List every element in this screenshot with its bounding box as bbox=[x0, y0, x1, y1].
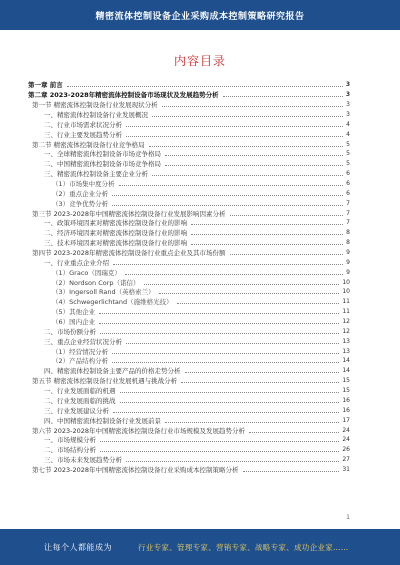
toc-leader-dots bbox=[165, 418, 339, 423]
toc-leader-dots bbox=[177, 299, 340, 304]
toc-entry[interactable] bbox=[28, 336, 350, 346]
toc-entry-page: 7 bbox=[346, 199, 350, 207]
toc-entry-text: 第二章 2023-2028年精密流体控制设备市场现状及发展趋势分析 bbox=[28, 91, 219, 100]
toc-entry-page: 12 bbox=[342, 327, 350, 335]
toc-entry-text: 第七节 2023-2028年中国精密流体控制设备行业采购成本控制策略分析 bbox=[28, 465, 241, 474]
toc-entry[interactable] bbox=[28, 228, 350, 238]
toc-leader-dots bbox=[120, 398, 340, 403]
toc-entry-page: 6 bbox=[346, 170, 350, 178]
toc-entry-page: 8 bbox=[346, 229, 350, 237]
toc-entry-text: 第四节 2023-2028年精密流体控制设备行业重点企业及其市场份额 bbox=[28, 248, 228, 257]
toc-entry-page: 3 bbox=[345, 91, 350, 99]
toc-entry-text: （3）竞争优势分析 bbox=[28, 199, 110, 208]
toc-entry-page: 5 bbox=[346, 160, 350, 168]
toc-entry-page: 13 bbox=[342, 347, 350, 355]
toc-leader-dots bbox=[112, 349, 339, 354]
toc-leader-dots bbox=[99, 319, 339, 324]
toc-entry-text: 一、行业重点企业介绍 bbox=[28, 258, 111, 267]
toc-entry[interactable] bbox=[28, 356, 350, 366]
toc-entry[interactable] bbox=[28, 110, 350, 120]
toc-entry[interactable] bbox=[28, 465, 350, 475]
toc-leader-dots bbox=[144, 280, 340, 285]
toc-entry[interactable] bbox=[28, 396, 350, 406]
toc-leader-dots bbox=[159, 289, 340, 294]
toc-entry-text: 四、中国精密流体控制设备行业发展前景 bbox=[28, 416, 163, 425]
toc-leader-dots bbox=[100, 447, 339, 452]
toc-entry-text: 第二节 精密流体控制设备行业竞争格局 bbox=[28, 140, 147, 149]
toc-entry-text: 一、政策环境因素对精密流体控制设备行业的影响 bbox=[28, 218, 189, 227]
toc-entry-text: 第三节 2023-2028年中国精密流体控制设备行业发展影响因素分析 bbox=[28, 209, 228, 218]
toc-entry-page: 6 bbox=[346, 180, 350, 188]
toc-leader-dots bbox=[223, 92, 343, 97]
toc-entry-text: （4）Schwegerlichtand（施维格光技） bbox=[28, 297, 175, 306]
toc-entry[interactable] bbox=[28, 188, 350, 198]
toc-entry-page: 3 bbox=[346, 101, 350, 109]
toc-entry-text: 一、市场规模分析 bbox=[28, 435, 98, 444]
toc-entry[interactable] bbox=[28, 80, 350, 90]
toc-entry-page: 4 bbox=[346, 130, 350, 138]
toc-entry-page: 8 bbox=[346, 239, 350, 247]
toc-entry-page: 27 bbox=[342, 456, 350, 464]
toc-entry-text: （3）Ingersoll Rand（英格索兰） bbox=[28, 287, 157, 296]
toc-entry-page: 16 bbox=[342, 406, 350, 414]
toc-entry[interactable] bbox=[28, 455, 350, 465]
toc-leader-dots bbox=[230, 211, 344, 216]
toc-entry-text: （1）市场集中度分析 bbox=[28, 179, 117, 188]
footer-roles: 行业专家、管理专家、营销专家、战略专家、成功企业家…… bbox=[138, 542, 349, 552]
toc-entry-text: 二、经济环境因素对精密流体控制设备行业的影响 bbox=[28, 228, 189, 237]
toc-entry[interactable] bbox=[28, 405, 350, 415]
toc-leader-dots bbox=[162, 102, 344, 107]
footer-slogan: 让每个人都能成为 bbox=[44, 542, 112, 552]
toc-leader-dots bbox=[100, 329, 339, 334]
toc-entry-text: （6）国内企业 bbox=[28, 317, 97, 326]
toc-entry-text: （1）经营情况分析 bbox=[28, 347, 110, 356]
toc-entry-text: （5）其他企业 bbox=[28, 307, 97, 316]
toc-list bbox=[28, 80, 350, 474]
toc-entry-text: （2）产品结构分析 bbox=[28, 356, 110, 365]
toc-entry-page: 5 bbox=[346, 140, 350, 148]
toc-leader-dots bbox=[149, 142, 344, 147]
toc-leader-dots bbox=[181, 378, 339, 383]
toc-entry-page: 15 bbox=[342, 387, 350, 395]
toc-heading: 内容目录 bbox=[173, 54, 226, 68]
toc-entry[interactable] bbox=[28, 267, 350, 277]
toc-entry-text: 第六节 2023-2028年中国精密流体控制设备行业市场规模及发展趋势分析 bbox=[28, 426, 247, 435]
toc-leader-dots bbox=[125, 270, 343, 275]
toc-entry-text: 二、市场结构分析 bbox=[28, 445, 98, 454]
report-title: 精密流体控制设备企业采购成本控制策略研究报告 bbox=[95, 11, 305, 22]
toc-entry[interactable] bbox=[28, 248, 350, 258]
toc-leader-dots bbox=[152, 171, 343, 176]
toc-entry-page: 3 bbox=[346, 111, 350, 118]
toc-entry-text: 三、行业发展建议分析 bbox=[28, 406, 111, 415]
toc-entry-text: 三、市场未来发展趋势分析 bbox=[28, 455, 124, 464]
toc-entry[interactable] bbox=[28, 139, 350, 149]
toc-entry-page: 16 bbox=[342, 396, 350, 404]
toc-entry-page: 17 bbox=[342, 416, 350, 424]
toc-leader-dots bbox=[191, 230, 343, 235]
toc-entry[interactable] bbox=[28, 119, 350, 129]
toc-entry[interactable] bbox=[28, 445, 350, 455]
toc-entry-page: 26 bbox=[342, 446, 350, 454]
toc-leader-dots bbox=[165, 151, 343, 156]
toc-entry[interactable] bbox=[28, 366, 350, 376]
toc-entry-page: 10 bbox=[342, 288, 350, 296]
toc-entry[interactable] bbox=[28, 435, 350, 445]
toc-entry-text: 二、市场份额分析 bbox=[28, 327, 98, 336]
toc-entry[interactable] bbox=[28, 307, 350, 317]
toc-leader-dots bbox=[112, 201, 343, 206]
toc-entry-text: 三、精密流体控制设备主要企业分析 bbox=[28, 169, 150, 178]
toc-entry-page: 14 bbox=[342, 367, 350, 375]
toc-entry[interactable] bbox=[28, 208, 350, 218]
toc-entry-text: （2）Nordson Corp（诺信） bbox=[28, 278, 142, 287]
toc-entry-text: 一、行业发展面临的机遇 bbox=[28, 386, 118, 395]
toc-entry-text: 二、中国精密流体控制设备市场竞争格局 bbox=[28, 159, 163, 168]
report-header-bar bbox=[0, 0, 400, 30]
toc-entry[interactable] bbox=[28, 238, 350, 248]
toc-leader-dots bbox=[230, 250, 344, 255]
toc-entry-page: 5 bbox=[346, 150, 350, 158]
toc-entry-text: 三、行业主要发展趋势分析 bbox=[28, 130, 124, 139]
toc-entry-text: 二、行业发展面临的挑战 bbox=[28, 396, 118, 405]
toc-entry-page: 11 bbox=[342, 308, 350, 316]
toc-entry[interactable] bbox=[28, 159, 350, 169]
toc-entry[interactable] bbox=[28, 257, 350, 267]
toc-entry-text: 三、重点企业经营状况分析 bbox=[28, 337, 124, 346]
toc-entry-page: 15 bbox=[342, 377, 350, 385]
toc-entry[interactable] bbox=[28, 179, 350, 189]
toc-entry[interactable] bbox=[28, 346, 350, 356]
toc-entry-page: 9 bbox=[346, 268, 350, 276]
toc-entry-page: 9 bbox=[346, 258, 350, 266]
toc-leader-dots bbox=[100, 437, 339, 442]
toc-leader-dots bbox=[191, 240, 343, 245]
toc-entry-page: 31 bbox=[342, 465, 350, 473]
toc-entry[interactable] bbox=[28, 218, 350, 228]
toc-entry-text: （2）重点企业分析 bbox=[28, 189, 110, 198]
toc-entry-page: 9 bbox=[346, 249, 350, 257]
toc-entry[interactable] bbox=[28, 90, 350, 100]
toc-entry[interactable] bbox=[28, 326, 350, 336]
toc-leader-dots bbox=[113, 408, 339, 413]
toc-leader-dots bbox=[126, 132, 343, 137]
toc-leader-dots bbox=[67, 82, 343, 87]
toc-entry-text: 二、行业市场需求状况分析 bbox=[28, 120, 124, 129]
toc-entry[interactable] bbox=[28, 425, 350, 435]
toc-entry-text: 一、精密流体控制设备行业发展概况 bbox=[28, 110, 150, 119]
toc-entry[interactable] bbox=[28, 297, 350, 307]
toc-entry-page: 24 bbox=[342, 426, 350, 434]
toc-entry-text: 四、精密流体控制设备主要产品的价格走势分析 bbox=[28, 366, 183, 375]
toc-leader-dots bbox=[243, 467, 340, 472]
toc-entry[interactable] bbox=[28, 149, 350, 159]
toc-entry[interactable] bbox=[28, 169, 350, 179]
toc-entry[interactable] bbox=[28, 415, 350, 425]
toc-leader-dots bbox=[249, 428, 339, 433]
toc-entry-page: 24 bbox=[342, 436, 350, 444]
toc-entry[interactable] bbox=[28, 376, 350, 386]
toc-entry-page: 10 bbox=[342, 278, 350, 286]
toc-entry[interactable] bbox=[28, 277, 350, 287]
toc-leader-dots bbox=[191, 220, 343, 225]
toc-entry-page: 7 bbox=[346, 209, 350, 217]
toc-leader-dots bbox=[126, 457, 339, 462]
toc-leader-dots bbox=[113, 260, 343, 265]
toc-entry-text: 一、全球精密流体控制设备市场竞争格局 bbox=[28, 149, 163, 158]
toc-entry-page: 11 bbox=[342, 298, 350, 306]
toc-entry-page: 3 bbox=[345, 81, 350, 89]
toc-entry-text: 第一章 前言 bbox=[28, 81, 63, 90]
toc-leader-dots bbox=[152, 112, 343, 117]
toc-leader-dots bbox=[112, 358, 339, 363]
toc-entry-text: 第五节 精密流体控制设备行业发展机遇与挑战分析 bbox=[28, 376, 179, 385]
footer-bar bbox=[0, 529, 400, 565]
toc-leader-dots bbox=[99, 309, 339, 314]
toc-leader-dots bbox=[126, 122, 343, 127]
toc-entry[interactable] bbox=[28, 198, 350, 208]
toc-entry-text: 三、技术环境因素对精密流体控制设备行业的影响 bbox=[28, 238, 189, 247]
toc-entry[interactable] bbox=[28, 317, 350, 327]
page-number: 1 bbox=[346, 514, 350, 521]
toc-entry-page: 4 bbox=[346, 120, 350, 128]
toc-leader-dots bbox=[126, 339, 339, 344]
toc-entry[interactable] bbox=[28, 386, 350, 396]
toc-entry-page: 12 bbox=[342, 318, 350, 326]
toc-leader-dots bbox=[120, 388, 340, 393]
toc-entry[interactable] bbox=[28, 100, 350, 110]
toc-entry-text: 第一节 精密流体控制设备行业发展现状分析 bbox=[28, 100, 160, 109]
toc-leader-dots bbox=[185, 368, 340, 373]
toc-entry[interactable] bbox=[28, 287, 350, 297]
toc-entry[interactable] bbox=[28, 129, 350, 139]
toc-leader-dots bbox=[119, 181, 344, 186]
toc-entry-page: 6 bbox=[346, 189, 350, 197]
toc-entry-text: （1）Graco（固瑞克） bbox=[28, 268, 123, 277]
toc-leader-dots bbox=[112, 191, 343, 196]
toc-entry-page: 13 bbox=[342, 337, 350, 345]
toc-entry-page: 14 bbox=[342, 357, 350, 365]
toc-entry-page: 7 bbox=[346, 219, 350, 227]
toc-leader-dots bbox=[165, 161, 343, 166]
